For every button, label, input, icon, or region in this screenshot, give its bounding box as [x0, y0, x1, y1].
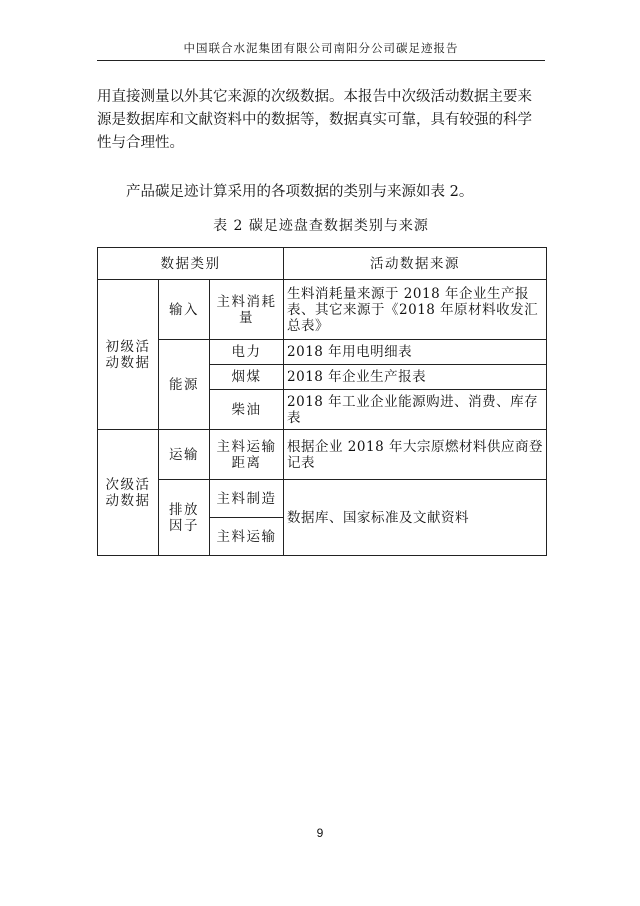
- paragraph-table-intro: 产品碳足迹计算采用的各项数据的类别与来源如表 2。: [126, 184, 474, 200]
- running-header: 中国联合水泥集团有限公司南阳分公司碳足迹报告: [183, 41, 459, 55]
- header-source: 活动数据来源: [284, 248, 547, 280]
- emission-factor-label: 排放因子: [159, 480, 210, 556]
- table-row: [98, 340, 547, 365]
- energy-item-diesel: 柴油: [210, 390, 284, 430]
- energy-label: 能源: [159, 340, 210, 430]
- emission-item-manufacture: 主料制造: [210, 480, 284, 518]
- emission-source: 数据库、国家标准及文献资料: [284, 480, 547, 556]
- transport-label: 运输: [159, 430, 210, 480]
- transport-source: 根据企业 2018 年大宗原燃材料供应商登记表: [284, 430, 547, 480]
- emission-item-transport: 主料运输: [210, 518, 284, 556]
- input-source: 生料消耗量来源于 2018 年企业生产报表、其它来源于《2018 年原材料收发汇总表》: [284, 280, 547, 340]
- table-caption: 表 2 碳足迹盘查数据类别与来源: [213, 218, 429, 234]
- input-item: 主料消耗量: [210, 280, 284, 340]
- header-category: 数据类别: [98, 248, 284, 280]
- input-label: 输入: [159, 280, 210, 340]
- energy-item-electricity: 电力: [210, 340, 284, 365]
- energy-item-coal: 烟煤: [210, 365, 284, 390]
- paragraph-secondary-data: 用直接测量以外其它来源的次级数据。本报告中次级活动数据主要来源是数据库和文献资料中的数据等，数据真实可靠，具有较强的科学性与合理性。: [97, 89, 532, 151]
- page-number: 9: [316, 826, 324, 840]
- table-row: [98, 480, 547, 518]
- energy-source-diesel: 2018 年工业企业能源购进、消费、库存表: [284, 390, 547, 430]
- primary-data-label: 初级活动数据: [98, 280, 159, 430]
- header-rule: [97, 60, 545, 61]
- table-row: [98, 280, 547, 340]
- table-header-row: [98, 248, 547, 280]
- transport-item: 主料运输距离: [210, 430, 284, 480]
- energy-source-coal: 2018 年企业生产报表: [284, 365, 547, 390]
- secondary-data-label: 次级活动数据: [98, 430, 159, 556]
- data-source-table: [97, 247, 547, 556]
- energy-source-electricity: 2018 年用电明细表: [284, 340, 547, 365]
- table-row: [98, 430, 547, 480]
